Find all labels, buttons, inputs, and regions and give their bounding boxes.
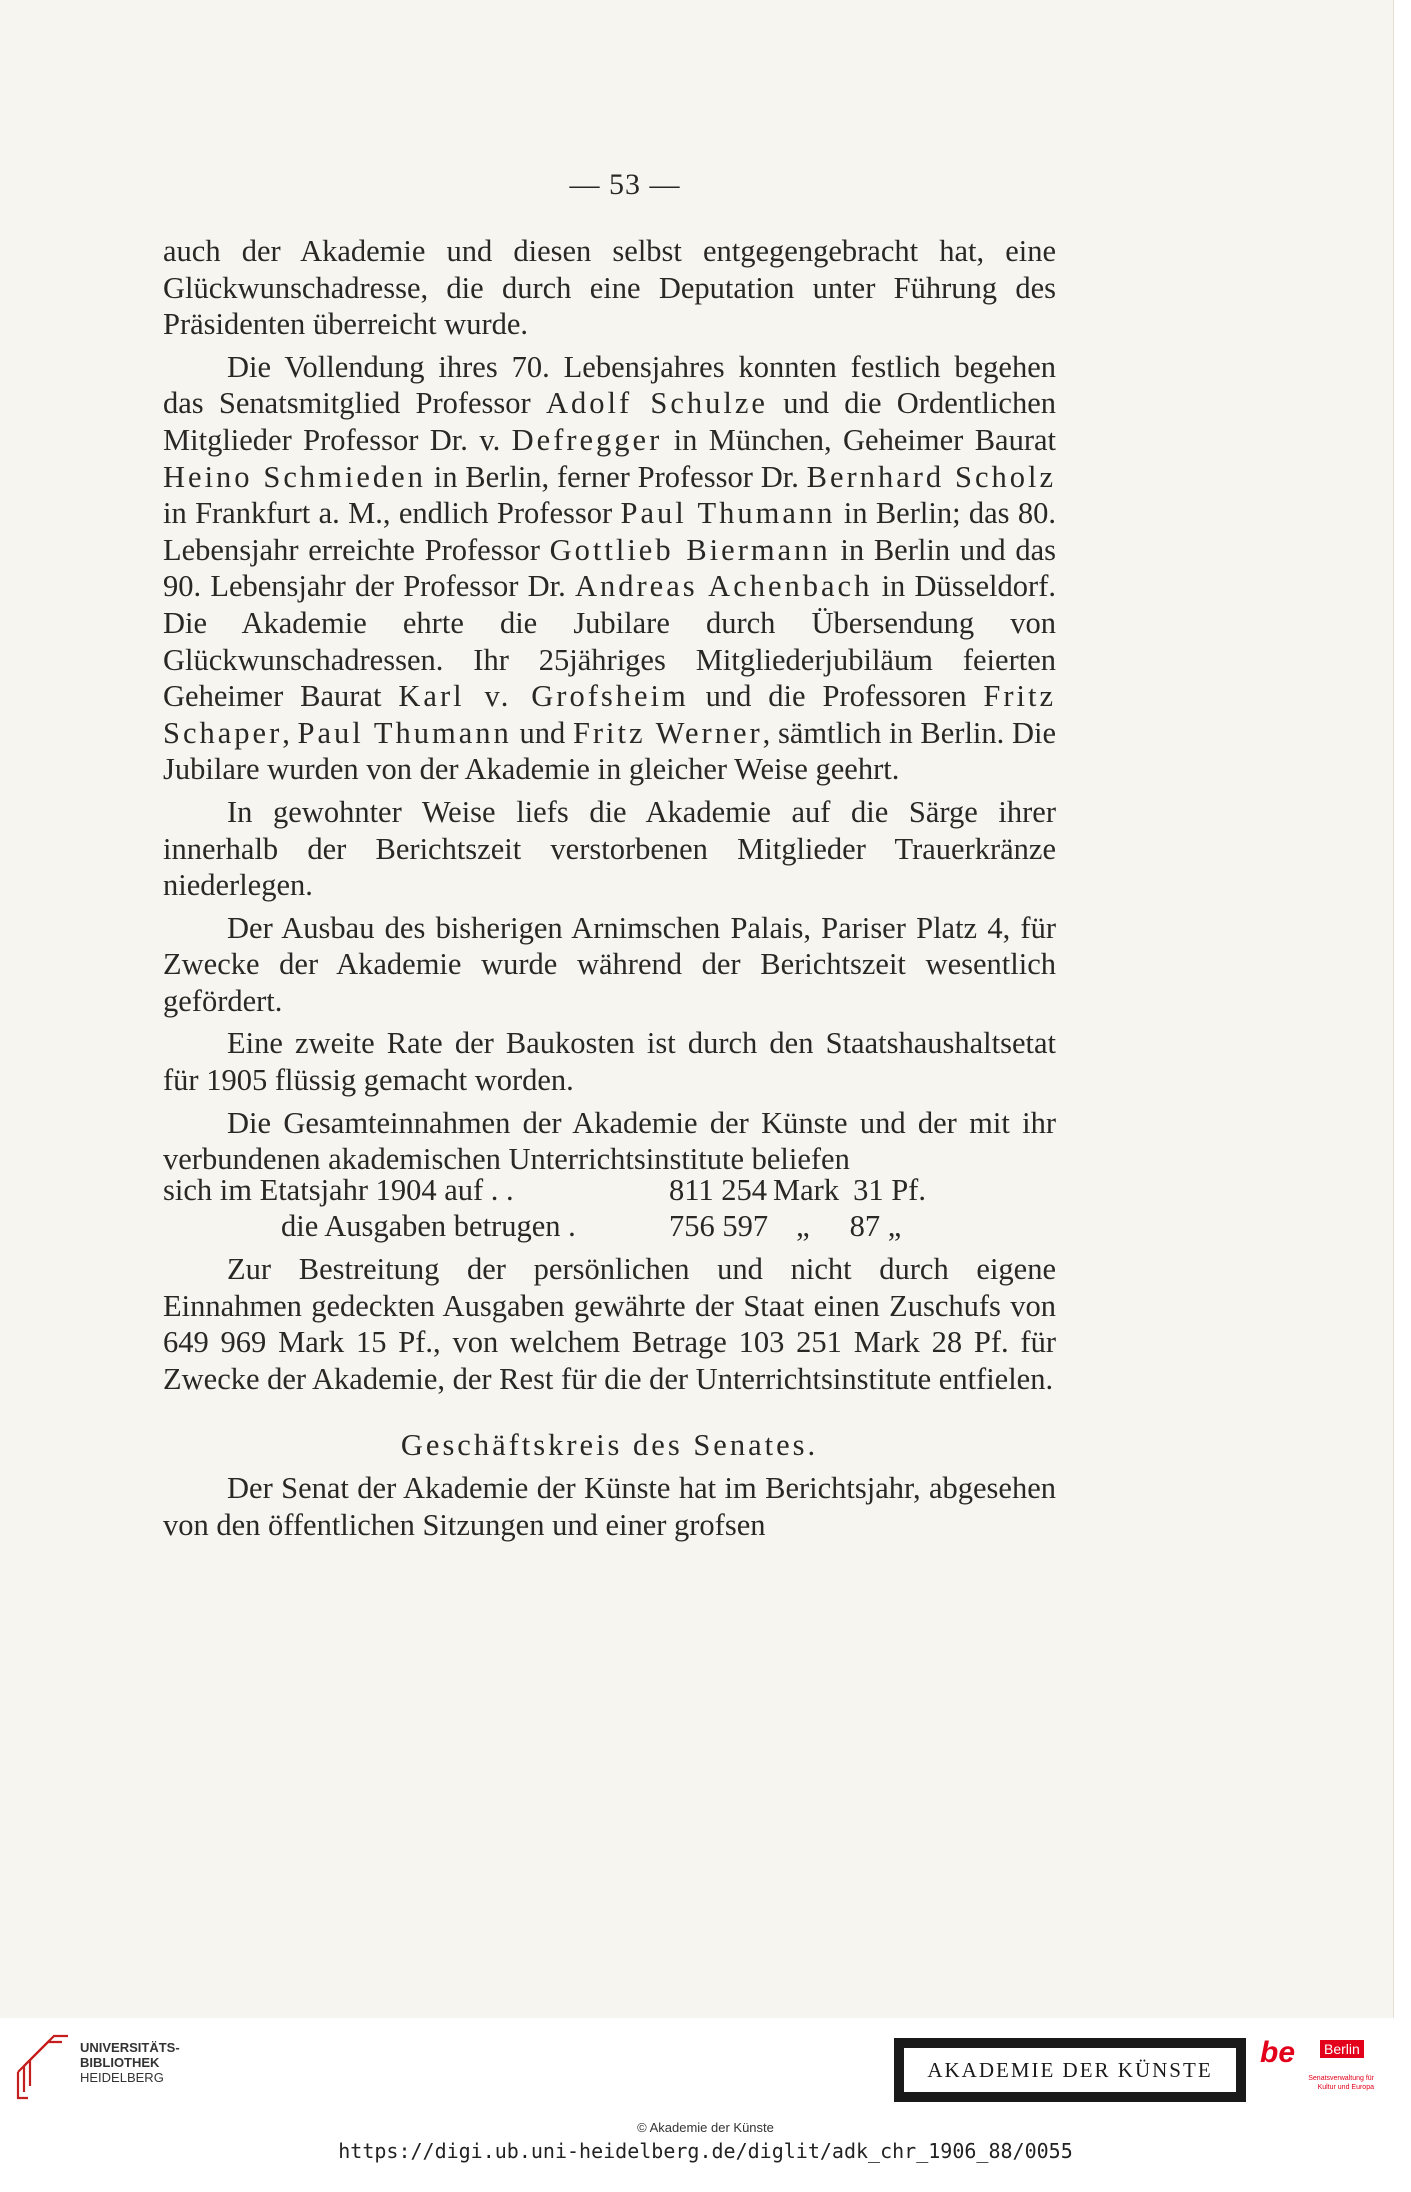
accounts-table [163, 1172, 1056, 1245]
paragraph-1: auch der Akademie und diesen selbst entgegengebracht hat, eine Glückwunschadresse, die durch eine Deputation unter Führung des Präsidenten überreicht wurde. [163, 234, 1056, 342]
person-name: Bernhard Scholz [806, 459, 1057, 494]
body-text [163, 233, 1056, 1549]
library-name: UNIVERSITÄTS- BIBLIOTHEK HEIDELBERG [80, 2040, 180, 2085]
paragraph-5: Eine zweite Rate der Baukosten ist durch den Staatshaushaltsetat für 1905 flüssig gemacht worden. [163, 1026, 1056, 1098]
person-name: Paul Thumann [620, 496, 836, 531]
paragraph-9: Der Senat der Akademie der Künste hat im Berichtsjahr, abgesehen von den öffentlichen Sitzungen und einer grofsen [163, 1471, 1056, 1542]
expense-pf: 87 „ [849, 1209, 902, 1244]
income-amount: 811 254 [669, 1172, 767, 1207]
person-name: Paul Thumann [297, 715, 512, 750]
person-name: Heino Schmieden [163, 459, 426, 494]
income-currency: Mark [773, 1172, 840, 1207]
person-name: Gottlieb Biermann [549, 532, 831, 567]
copyright-notice: © Akademie der Künste [637, 2120, 774, 2135]
berlin-senate-logo[interactable]: be Berlin Senatsverwaltung für Kultur und Europa [1260, 2036, 1374, 2091]
paragraph-3: In gewohnter Weise liefs die Akademie auf die Särge ihrer innerhalb der Berichtszeit verstorbenen Mitglieder Trauerkränze niederlegen. [163, 794, 1056, 903]
expense-label: die Ausgaben betrugen . [281, 1209, 576, 1244]
person-name: Defregger [511, 422, 663, 457]
permalink-url[interactable]: https://digi.ub.uni-heidelberg.de/diglit/adk_chr_1906_88/0055 [338, 2139, 1073, 2163]
paragraph-4: Der Ausbau des bisherigen Arnimschen Palais, Pariser Platz 4, für Zwecke der Akademie wurde während der Berichtszeit wesentlich gefördert. [163, 910, 1056, 1018]
paragraph-8: Zur Bestreitung der persönlichen und nicht durch eigene Einnahmen gedeckten Ausgaben gewährte der Staat einen Zuschufs von 649 969 Mark 15 Pf., von welchem Betrage 103 251 Mark 28 Pf. für Zwecke der Akademie, der Rest für die der Unterrichtsinstitute entfielen. [163, 1252, 1056, 1396]
income-pf: 31 Pf. [853, 1172, 926, 1207]
expense-amount: 756 597 [669, 1209, 769, 1244]
income-label: sich im Etatsjahr 1904 auf . . [163, 1172, 514, 1207]
income-row [163, 1172, 1056, 1209]
page-number: — 53 — [569, 168, 681, 201]
footer-bar [0, 2018, 1411, 2192]
person-name: Fritz Schaper [163, 679, 1056, 750]
person-name: Andreas Achenbach [575, 569, 873, 604]
paragraph-6: Die Gesamteinnahmen der Akademie der Künste und der mit ihr verbundenen akademischen Unterrichtsinstitute beliefen [163, 1105, 1056, 1177]
expense-currency: „ [796, 1209, 810, 1244]
university-library-logo-icon[interactable] [14, 2032, 72, 2102]
paragraph-2: Die Vollendung ihres 70. Lebensjahres konnten festlich begehen das Senatsmitglied Professor Adolf Schulze und die Ordentlichen Mitglieder Professor Dr. v. Defregger in München, Geheimer Baurat Heino Schmieden in Berlin, ferner Professor Dr. Bernhard Scholz in Frankfurt a. M., endlich Professor Paul Thumann in Berlin; das 80. Lebensjahr erreichte Professor Gottlieb Biermann in Berlin und das 90. Lebensjahr der Professor Dr. Andreas Achenbach in Düsseldorf. Die Akademie ehrte die Jubilare durch Übersendung von Glückwunschadressen. Ihr 25jähriges Mitgliederjubiläum feierten Geheimer Baurat Karl v. Grofsheim und die Professoren Fritz Schaper, Paul Thumann und Fritz Werner, sämtlich in Berlin. Die Jubilare wurden von der Akademie in gleicher Weise geehrt. [163, 349, 1057, 787]
section-title: Geschäftskreis des Senates. [400, 1428, 819, 1463]
person-name: Fritz Werner [572, 715, 763, 750]
person-name: Adolf Schulze [545, 386, 768, 421]
person-name: Karl v. Grofsheim [398, 679, 689, 714]
expense-row [163, 1208, 1056, 1245]
akademie-logo[interactable]: AKADEMIE DER KÜNSTE [894, 2038, 1246, 2102]
